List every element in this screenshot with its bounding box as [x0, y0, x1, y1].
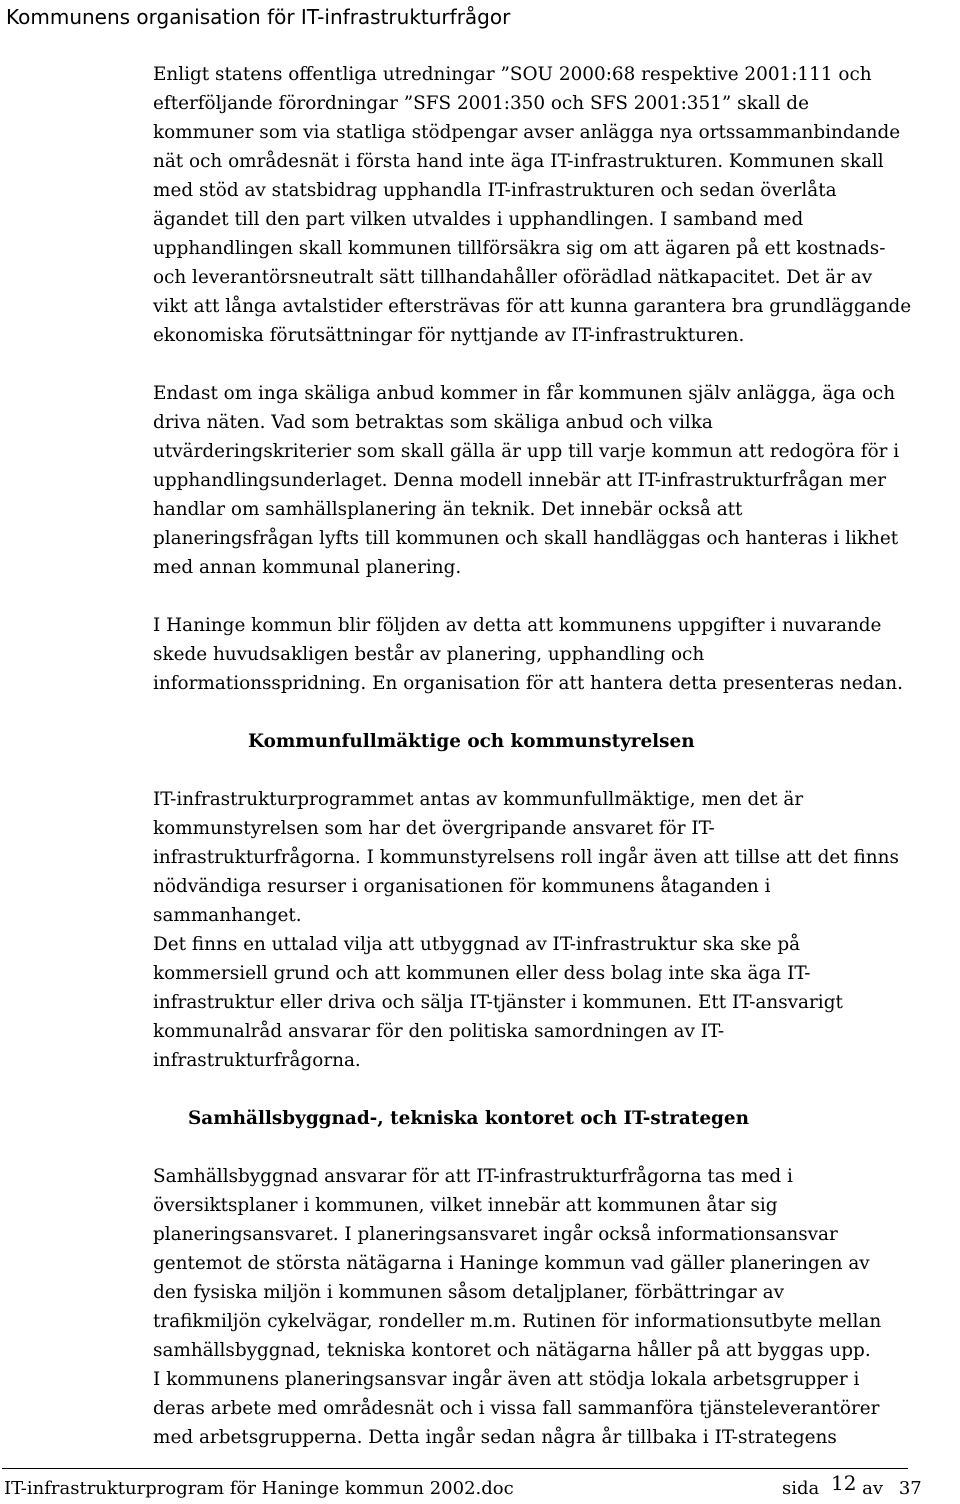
paragraph-sou-background: Enligt statens offentliga utredningar ”SOU 2000:68 respektive 2001:111 och efterföljande förordningar ”SFS 2001:350 och SFS 2001:351” skall de kommuner som via statliga stödpengar avser anlägga nya ortssammanbindande nät och områdesnät i första hand inte äga IT-infrastrukturen. Kommunen skall med stöd av statsbidrag upphandla IT-infrastrukturen och sedan överlåta ägandet till den part vilken utvaldes i upphandlingen. I samband med upphandlingen skall kommunen tillförsäkra sig om att ägaren på ett kostnads- och leverantörsneutralt sätt tillhandahåller oförädlad nätkapacitet. Det är av vikt att långa avtalstider eftersträvas för att kunna garantera bra grundläggande ekonomiska förutsättningar för nyttjande av IT-infrastrukturen. [153, 64, 912, 346]
page-header-title: Kommunens organisation för IT-infrastrukturfrågor [6, 5, 511, 29]
paragraph-program-adoption: IT-infrastrukturprogrammet antas av kommunfullmäktige, men det är kommunstyrelsen som har det övergripande ansvaret för IT- infrastrukturfrågorna. I kommunstyrelsens roll ingår även att tillse att det finns nödvändiga resurser i organisationen för kommunens åtaganden i sammanhanget. [153, 789, 899, 926]
document-body [153, 60, 955, 1452]
paragraph-spacer [153, 756, 955, 785]
paragraph-spacer [153, 698, 955, 727]
footer-page-number: 12 [830, 1471, 857, 1495]
footer-divider [2, 1468, 908, 1469]
footer-page-total: 37 [898, 1478, 922, 1499]
footer-page-label: sida [782, 1478, 820, 1499]
paragraph-haninge-tasks: I Haninge kommun blir följden av detta att kommunens uppgifter i nuvarande skede huvudsakligen består av planering, upphandling och informationsspridning. En organisation för att hantera detta presenteras nedan. [153, 615, 903, 694]
section-heading-samhallsbyggnad: Samhällsbyggnad-, tekniska kontoret och IT-strategen [188, 1108, 749, 1129]
footer-document-name: IT-infrastrukturprogram för Haninge kommun 2002.doc [4, 1478, 514, 1499]
paragraph-spacer [153, 1075, 955, 1104]
paragraph-spacer [153, 350, 955, 379]
section-heading-kommunfullmaktige: Kommunfullmäktige och kommunstyrelsen [248, 731, 695, 752]
paragraph-commercial-basis: Det finns en uttalad vilja att utbyggnad av IT-infrastruktur ska ske på kommersiell grund och att kommunen eller dess bolag inte ska äga IT- infrastruktur eller driva och sälja IT-tjänster i kommunen. Ett IT-ansvarigt kommunalråd ansvarar för den politiska samordningen av IT- infrastrukturfrågorna. [153, 934, 843, 1071]
paragraph-reasonable-bids: Endast om inga skäliga anbud kommer in får kommunen själv anlägga, äga och driva näten. Vad som betraktas som skäliga anbud och vilka utvärderingskriterier som skall gälla är upp till varje kommun att redogöra för i upphandlingsunderlaget. Denna modell innebär att IT-infrastrukturfrågan mer handlar om samhällsplanering än teknik. Det innebär också att planeringsfrågan lyfts till kommunen och skall handläggas och hanteras i likhet med annan kommunal planering. [153, 383, 900, 578]
paragraph-planning-responsibility: Samhällsbyggnad ansvarar för att IT-infrastrukturfrågorna tas med i översiktsplaner i kommunen, vilket innebär att kommunen åtar sig planeringsansvaret. I planeringsansvaret ingår också informationsansvar gentemot de största nätägarna i Haninge kommun vad gäller planeringen av den fysiska miljön i kommunen såsom detaljplaner, förbättringar av trafikmiljön cykelvägar, rondeller m.m. Rutinen för informationsutbyte mellan samhällsbyggnad, tekniska kontoret och nätägarna håller på att byggas upp. [153, 1166, 882, 1361]
footer-of-label: av [862, 1478, 884, 1499]
paragraph-local-workgroups: I kommunens planeringsansvar ingår även att stödja lokala arbetsgrupper i deras arbete med områdesnät och i vissa fall sammanföra tjänsteleverantörer med arbetsgrupperna. Detta ingår sedan några år tillbaka i IT-strategens [153, 1369, 880, 1448]
paragraph-spacer [153, 582, 955, 611]
paragraph-spacer [153, 1133, 955, 1162]
footer-page-indicator [782, 1472, 922, 1504]
